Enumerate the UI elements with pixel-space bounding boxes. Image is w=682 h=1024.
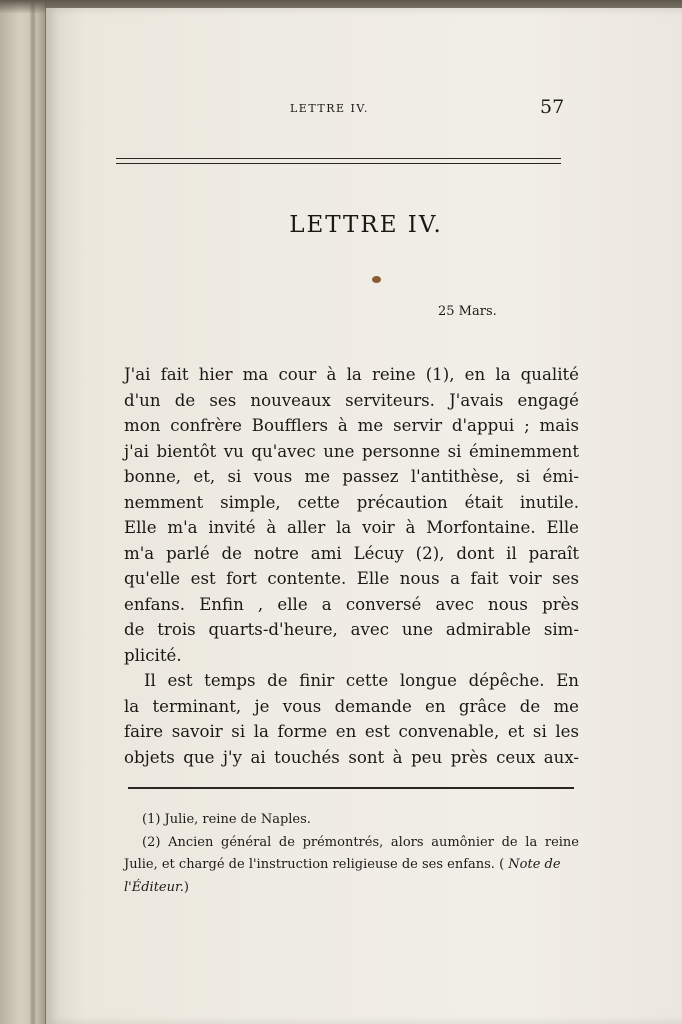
footnote-2-text: Julie, et chargé de l'instruction religieuse de ses enfans. (	[124, 857, 505, 872]
body-line: plicité.	[124, 645, 182, 665]
letter-title: LETTRE IV.	[289, 212, 443, 238]
book-page	[46, 8, 682, 1024]
body-line: bonne, et, si vous me passez l'antithèse, si émi-	[124, 467, 579, 486]
running-head	[46, 96, 682, 122]
body-line: qu'elle est fort contente. Elle nous a fait voir ses	[124, 569, 579, 588]
letter-body	[124, 362, 579, 770]
body-line: d'un de ses nouveaux serviteurs. J'avais engagé	[124, 390, 579, 410]
body-line: Elle m'a invité à aller la voir à Morfontaine. Elle	[124, 518, 579, 537]
body-line: m'a parlé de notre ami Lécuy (2), dont il paraît	[124, 543, 579, 563]
body-line: j'ai bientôt vu qu'avec une personne si éminemment	[124, 441, 579, 461]
footnote-2-editor-note: Note de	[508, 857, 561, 872]
body-line: nemment simple, cette précaution était inutile.	[124, 492, 579, 512]
body-line: mon confrère Boufflers à me servir d'appui ; mais	[124, 416, 579, 435]
footnote-rule	[128, 787, 574, 789]
body-line: de trois quarts-d'heure, avec une admirable sim-	[124, 620, 579, 639]
letter-date: 25 Mars.	[438, 304, 497, 319]
binding-fold	[30, 0, 36, 1024]
footnote-2-line-1: (2) Ancien général de prémontrés, alors aumônier de la reine	[142, 834, 579, 850]
footnote-1: (1) Julie, reine de Naples.	[142, 812, 311, 827]
footnote-2-close: )	[183, 879, 189, 895]
left-page-edge	[0, 0, 46, 1024]
footnote-2-line-3	[124, 877, 579, 900]
body-line: la terminant, je vous demande en grâce de me	[124, 696, 579, 716]
running-head-title: LETTRE IV.	[290, 102, 369, 115]
footnotes	[124, 809, 579, 899]
footnote-2-line-2	[124, 854, 579, 877]
footnote-2-editor: l'Éditeur.	[124, 879, 184, 895]
body-line: J'ai fait hier ma cour à la reine (1), en la qualité	[124, 365, 579, 384]
page-number: 57	[540, 96, 565, 118]
body-line: Il est temps de finir cette longue dépêche. En	[144, 671, 579, 690]
body-line: faire savoir si la forme en est convenable, et si les	[124, 722, 579, 741]
body-line: enfans. Enfin , elle a conversé avec nous près	[124, 594, 579, 614]
ink-stain	[372, 276, 381, 283]
header-double-rule	[116, 158, 561, 164]
body-line: objets que j'y ai touchés sont à peu près ceux aux-	[124, 747, 579, 767]
